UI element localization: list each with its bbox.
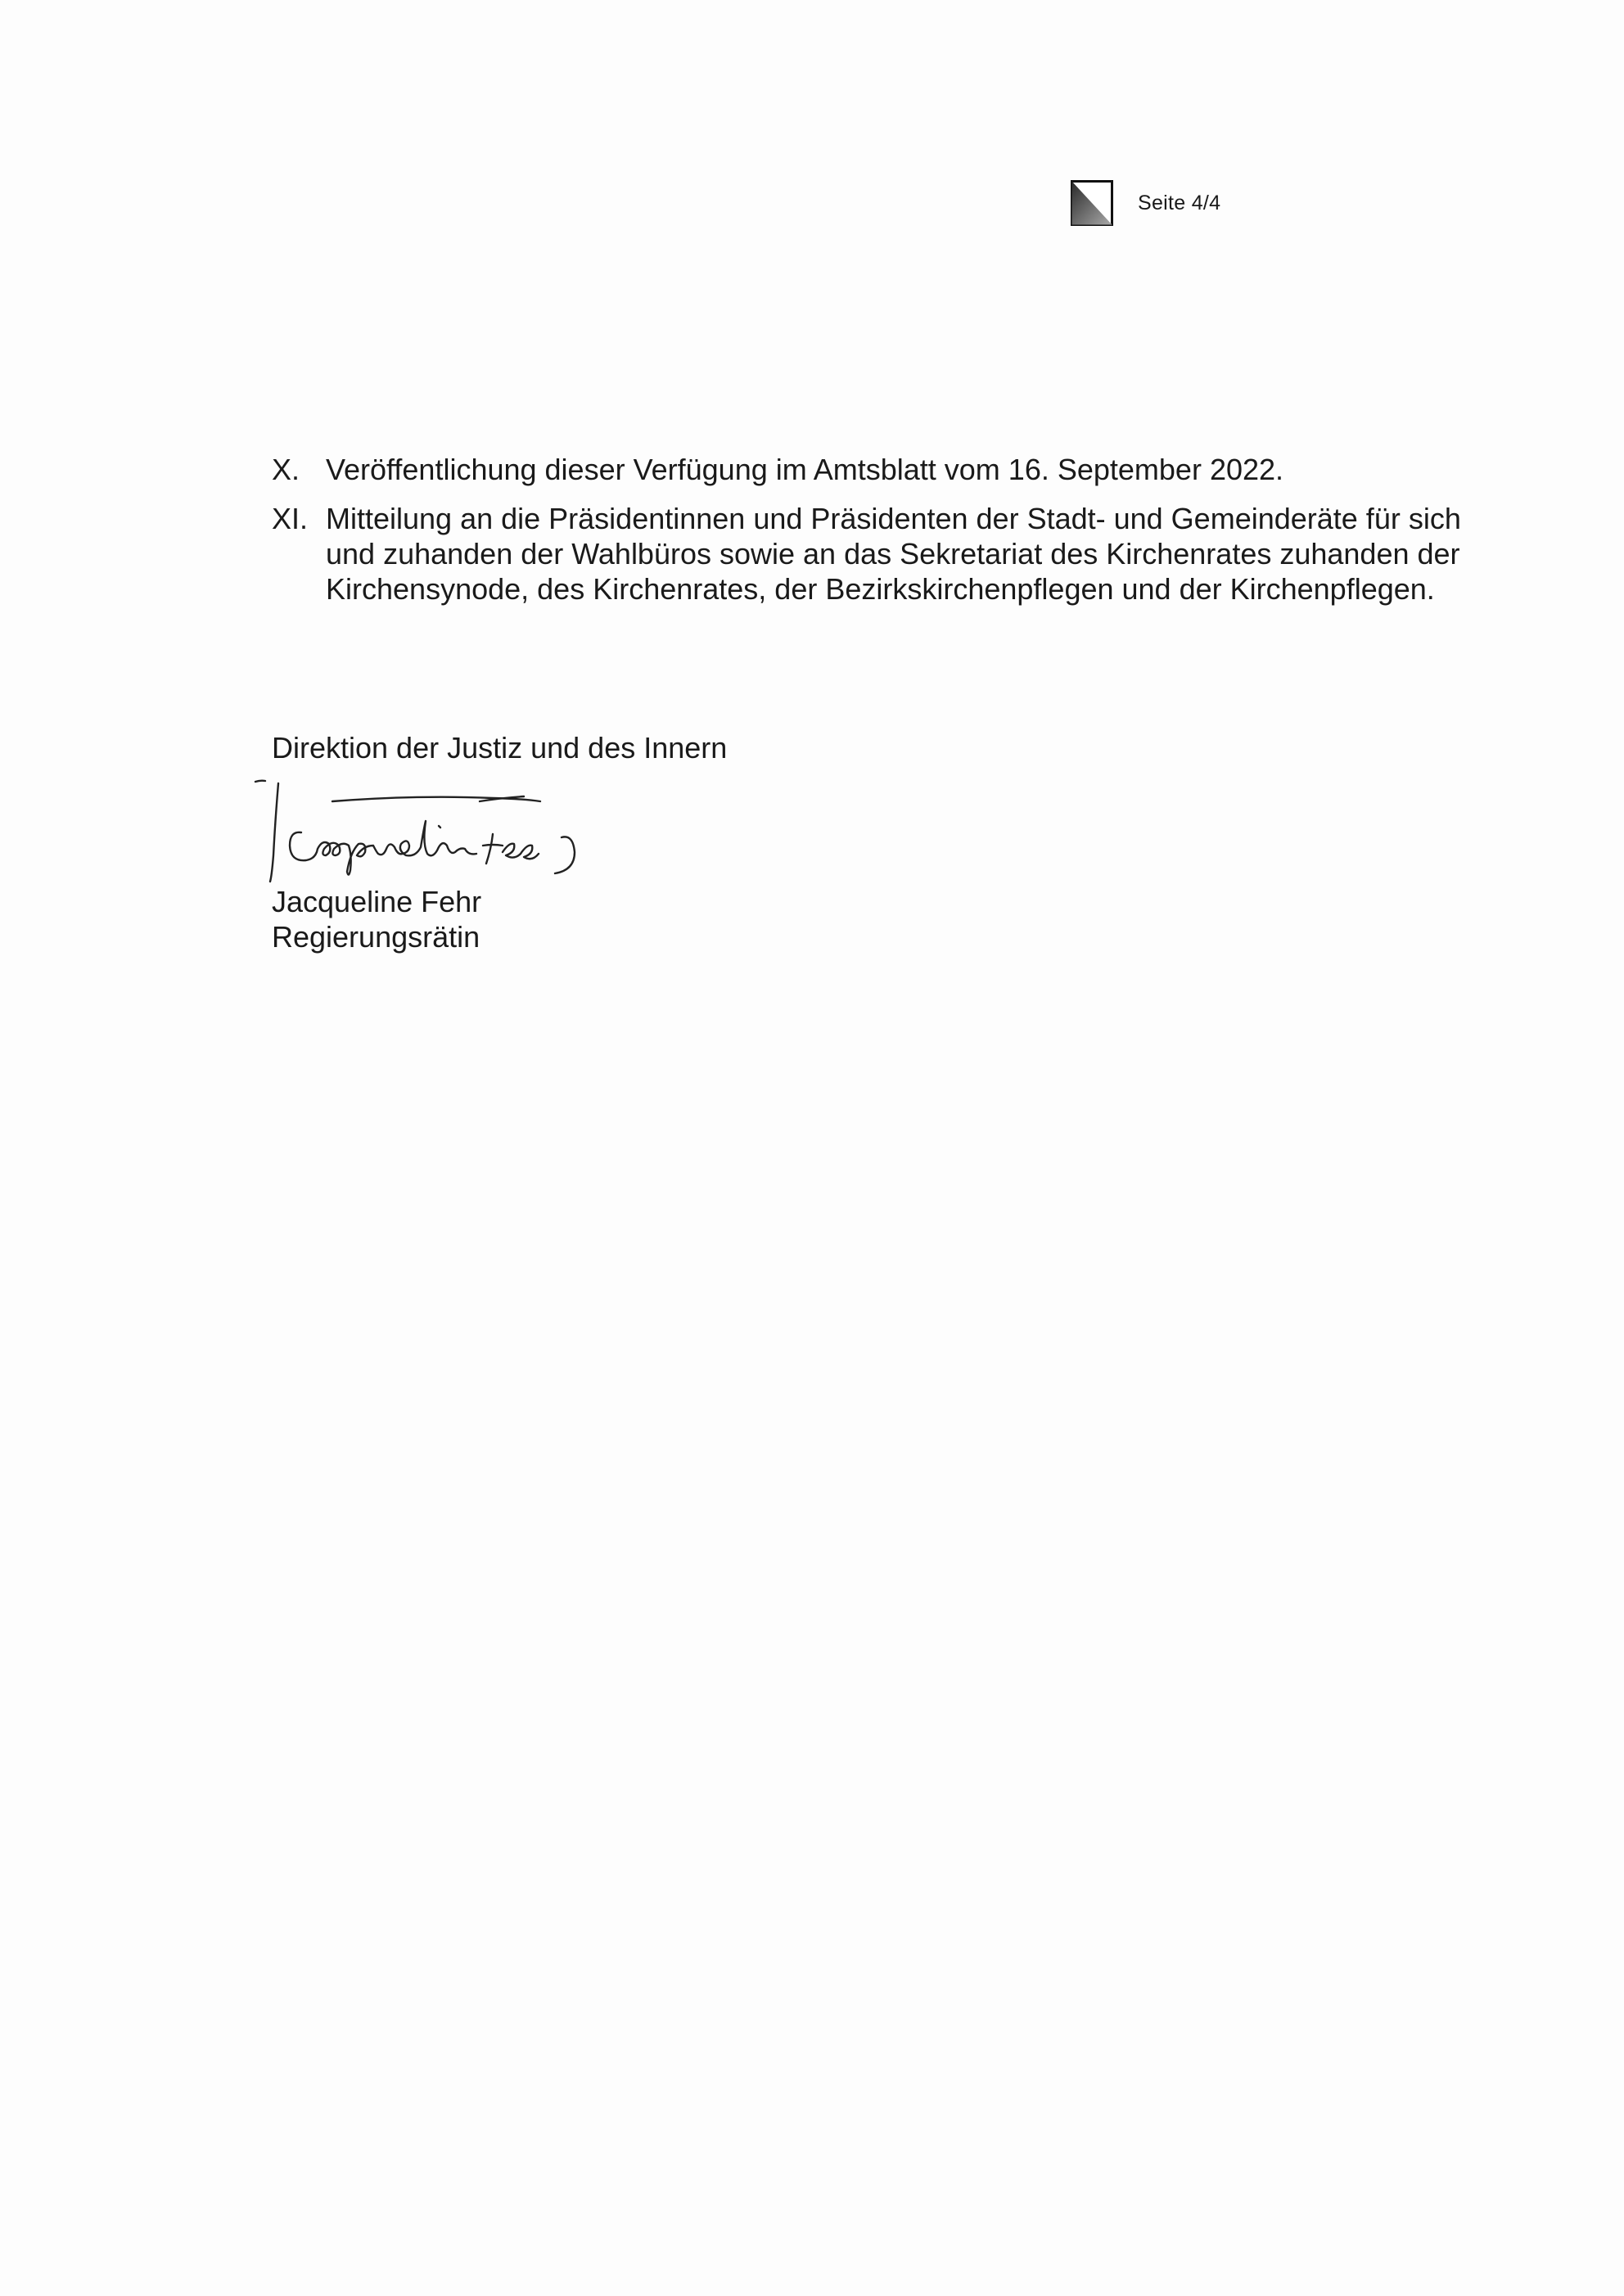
page-header xyxy=(1071,180,1220,226)
decision-items-list xyxy=(272,452,1500,620)
canton-zurich-logo-icon xyxy=(1071,180,1113,226)
item-number: XI. xyxy=(272,502,309,535)
issuing-authority: Direktion der Justiz und des Innern xyxy=(272,731,728,765)
item-text: Veröffentlichung dieser Verfügung im Amtsblatt vom 16. September 2022. xyxy=(326,453,1284,486)
page-number: Seite 4/4 xyxy=(1138,191,1221,214)
item-text: Mitteilung an die Präsidentinnen und Präsidenten der Stadt- und Gemeinderäte für sich und zuhanden der Wahlbüros sowie an das Sekretariat des Kirchenrates zuhanden der Kirchensynode, des Kirchenrates, der Bezirkskirchenpflegen und der Kirchenpflegen. xyxy=(326,502,1461,606)
list-item xyxy=(272,501,1500,607)
signatory-role: Regierungsrätin xyxy=(272,920,480,954)
list-item xyxy=(272,452,1500,487)
signatory-name: Jacqueline Fehr xyxy=(272,885,482,918)
item-number: X. xyxy=(272,453,300,486)
